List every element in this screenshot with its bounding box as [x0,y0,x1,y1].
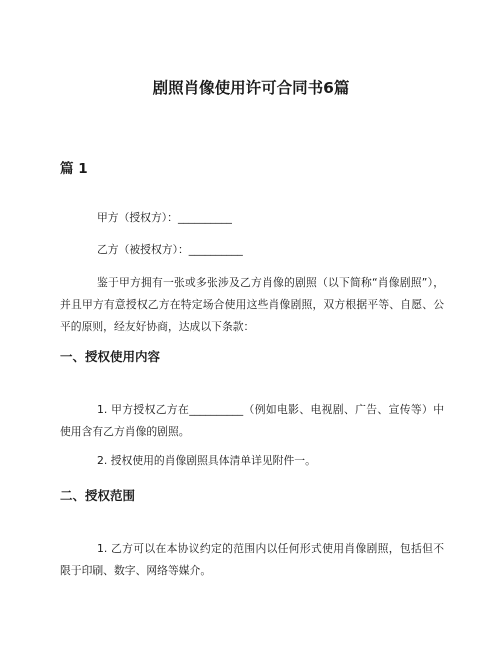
section-heading-authorized-content: 一、授权使用内容 [60,349,161,364]
preamble-paragraph: 鉴于甲方拥有一张或多张涉及乙方肖像的剧照（以下简称“肖像剧照”），并且甲方有意授权乙方在特定场合使用这些肖像剧照，双方根据平等、自愿、公平的原则，经友好协商，达成以下条款： [60,276,444,333]
clause-1-2: 2. 授权使用的肖像剧照具体清单详见附件一。 [97,454,316,467]
party-b-line: 乙方（被授权方）：__________ [97,243,243,256]
party-a-line: 甲方（授权方）：__________ [97,211,232,224]
clause-2-1: 1. 乙方可以在本协议约定的范围内以任何形式使用肖像剧照，包括但不限于印刷、数字、网络等媒介。 [60,542,444,577]
section-heading-authorization-scope: 二、授权范围 [60,488,136,503]
part-title: 篇 1 [60,161,88,177]
clause-1-1: 1. 甲方授权乙方在__________（例如电影、电视剧、广告、宣传等）中使用含有乙方肖像的剧照。 [60,403,444,438]
document-title: 剧照肖像使用许可合同书6篇 [152,79,350,97]
